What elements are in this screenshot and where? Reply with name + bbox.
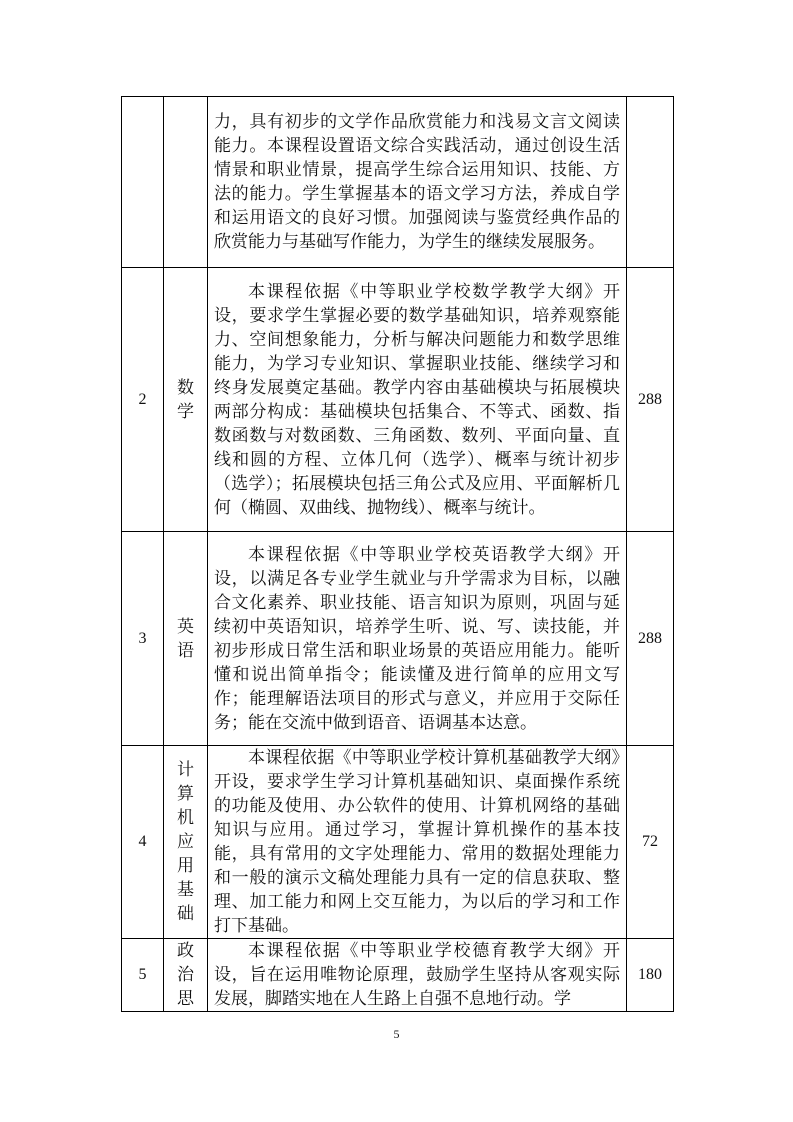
course-description: 力，具有初步的文学作品欣赏能力和浅易文言文阅读能力。本课程设置语文综合实践活动，通过创设生活情景和职业情景，提高学生综合运用知识、技能、方法的能力。学生掌握基本的语文学习方法，养成自学和运用语文的良好习惯。加强阅读与鉴赏经典作品的欣赏能力与基础写作能力，为学生的继续发展服务。 — [214, 112, 620, 252]
course-description: 本课程依据《中等职业学校数学教学大纲》开设，要求学生掌握必要的数学基础知识，培养观察能力、空间想象能力，分析与解决问题能力和数学思维能力，为学习专业知识、掌握职业技能、继续学习和终身发展奠定基础。教学内容由基础模块与拓展模块两部分构成：基础模块包括集合、不等式、函数、指数函数与对数函数、三角函数、数列、平面向量、直线和圆的方程、立体几何（选学）、概率与统计初步（选学）；拓展模块包括三角公式及应用、平面解析几何（椭圆、双曲线、抛物线）、概率与统计。 — [214, 281, 620, 518]
table-row — [122, 532, 674, 746]
course-name: 政治思 — [177, 941, 194, 1009]
course-description: 本课程依据《中等职业学校德育教学大纲》开设，旨在运用唯物论原理，鼓励学生坚持从客观实际发展，脚踏实地在人生路上自强不息地行动。学 — [214, 941, 620, 1009]
curriculum-table — [121, 96, 674, 1012]
table-row — [122, 268, 674, 532]
course-hours: 288 — [627, 532, 674, 746]
table-row — [122, 97, 674, 268]
page-number: 5 — [393, 1027, 400, 1041]
course-hours: 180 — [627, 939, 674, 1012]
course-hours — [627, 97, 674, 268]
course-name: 英语 — [177, 616, 194, 661]
table-row — [122, 746, 674, 939]
row-number: 2 — [122, 268, 164, 532]
course-name: 数学 — [177, 377, 194, 422]
course-name: 计算机应用基础 — [177, 760, 194, 924]
course-description: 本课程依据《中等职业学校计算机基础教学大纲》开设，要求学生学习计算机基础知识、桌面操作系统的功能及使用、办公软件的使用、计算机网络的基础知识与应用。通过学习，掌握计算机操作的基本技能，具有常用的文字处理能力、常用的数据处理能力和一般的演示文稿处理能力具有一定的信息获取、整理、加工能力和网上交互能力，为以后的学习和工作打下基础。 — [214, 748, 620, 936]
course-description: 本课程依据《中等职业学校英语教学大纲》开设，以满足各专业学生就业与升学需求为目标，以融合文化素养、职业技能、语言知识为原则，巩固与延续初中英语知识，培养学生听、说、写、读技能，并初步形成日常生活和职业场景的英语应用能力。能听懂和说出简单指令；能读懂及进行简单的应用文写作；能理解语法项目的形式与意义，并应用于交际任务；能在交流中做到语音、语调基本达意。 — [214, 544, 620, 733]
course-hours: 288 — [627, 268, 674, 532]
row-number: 4 — [122, 746, 164, 939]
row-number — [122, 97, 164, 268]
row-number: 3 — [122, 532, 164, 746]
course-hours: 72 — [627, 746, 674, 939]
table-row — [122, 939, 674, 1012]
row-number: 5 — [122, 939, 164, 1012]
